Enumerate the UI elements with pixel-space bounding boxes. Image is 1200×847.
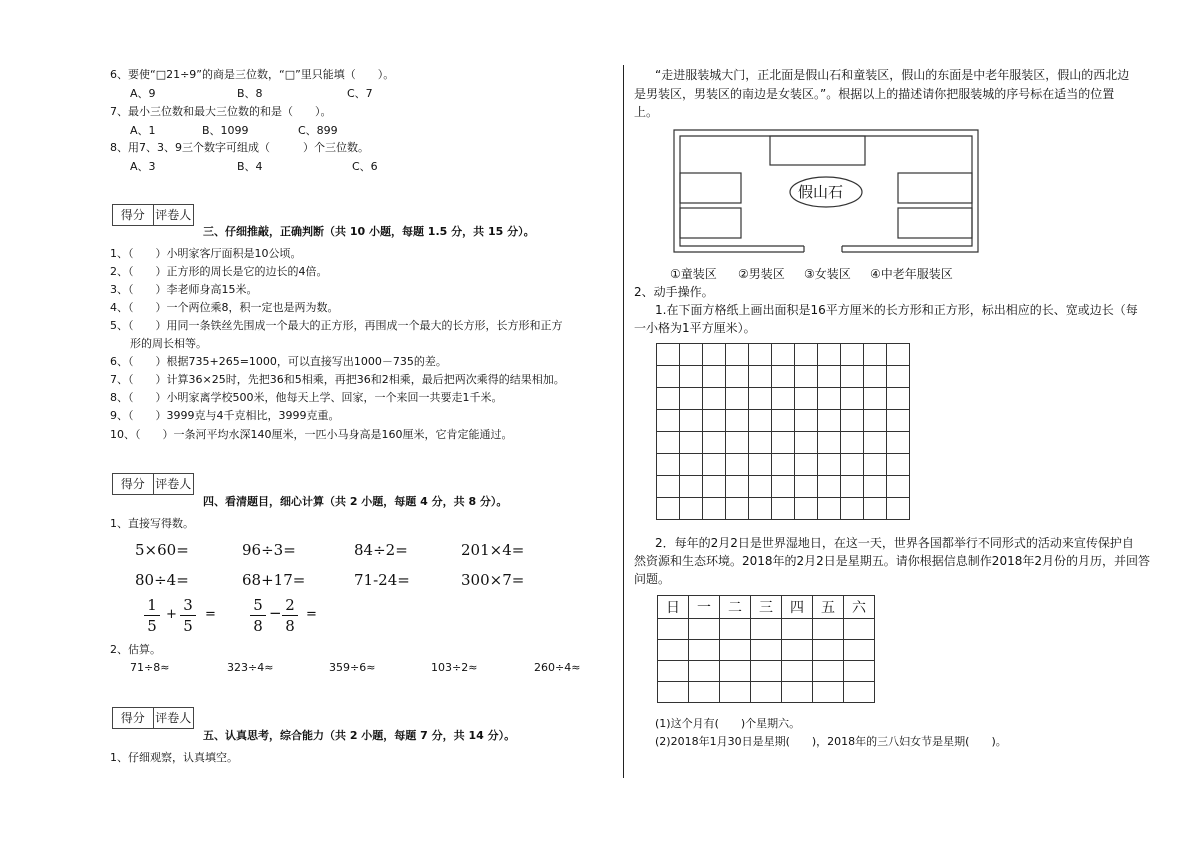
calendar-day-cell[interactable] xyxy=(689,640,720,661)
op2-line-2: 然资源和生态环境。2018年的2月2日是星期五。请你根据信息制作2018年2月份的月历，并回答 xyxy=(634,554,1150,568)
grid-cell[interactable] xyxy=(703,432,726,454)
grid-cell[interactable] xyxy=(841,498,864,520)
grid-row xyxy=(657,388,910,410)
weekday-header: 四 xyxy=(782,596,813,619)
grid-cell[interactable] xyxy=(726,454,749,476)
calendar-day-cell[interactable] xyxy=(782,640,813,661)
numerator: 3 xyxy=(183,596,193,614)
calc-item: 84÷2= xyxy=(354,541,408,559)
calendar-week-row xyxy=(658,619,875,640)
calc-item: 201×4= xyxy=(461,541,525,559)
calendar-day-cell[interactable] xyxy=(782,682,813,703)
grid-cell[interactable] xyxy=(841,454,864,476)
grid-row xyxy=(657,432,910,454)
calendar-day-cell[interactable] xyxy=(658,682,689,703)
judge-item-2: 2、（ ）正方形的周长是它的边长的4倍。 xyxy=(110,265,328,278)
grid-cell[interactable] xyxy=(749,366,772,388)
grid-cell[interactable] xyxy=(772,388,795,410)
grid-cell[interactable] xyxy=(818,454,841,476)
judge-item-1: 1、（ ）小明家客厅面积是10公顷。 xyxy=(110,247,302,260)
calendar-day-cell[interactable] xyxy=(720,640,751,661)
grid-cell[interactable] xyxy=(841,432,864,454)
weekday-header: 六 xyxy=(844,596,875,619)
calendar-day-cell[interactable] xyxy=(813,640,844,661)
calendar-day-cell[interactable] xyxy=(782,619,813,640)
fraction xyxy=(180,596,196,635)
denominator: 5 xyxy=(183,617,193,635)
grid-cell[interactable] xyxy=(772,410,795,432)
grid-cell[interactable] xyxy=(795,454,818,476)
op2-line-1: 2．每年的2月2日是世界湿地日，在这一天，世界各国都举行不同形式的活动来宣传保护自 xyxy=(655,536,1134,550)
grid-cell[interactable] xyxy=(680,454,703,476)
legend-women: ③女装区 xyxy=(804,267,851,281)
calendar-week-row xyxy=(658,682,875,703)
q7-option-c: C、899 xyxy=(298,124,338,137)
grid-cell[interactable] xyxy=(680,432,703,454)
calendar-day-cell[interactable] xyxy=(658,619,689,640)
grid-cell[interactable] xyxy=(703,454,726,476)
intro-line-1: “走进服装城大门，正北面是假山石和童装区，假山的东面是中老年服装区，假山的西北边 xyxy=(655,68,1130,82)
operator: + xyxy=(166,607,177,622)
grid-cell[interactable] xyxy=(657,388,680,410)
calendar-day-cell[interactable] xyxy=(720,682,751,703)
grid-cell[interactable] xyxy=(795,498,818,520)
calc-item: 71-24= xyxy=(354,571,410,589)
estimate-item: 359÷6≈ xyxy=(329,661,376,674)
calendar-day-cell[interactable] xyxy=(844,682,875,703)
grid-cell[interactable] xyxy=(680,388,703,410)
score-box-sec3 xyxy=(112,204,194,226)
calendar-week-row xyxy=(658,661,875,682)
grid-cell[interactable] xyxy=(657,498,680,520)
calendar-day-cell[interactable] xyxy=(813,661,844,682)
grid-cell[interactable] xyxy=(818,366,841,388)
q8-option-a: A、3 xyxy=(130,160,156,173)
estimate-item: 103÷2≈ xyxy=(431,661,478,674)
rock-label: 假山石 xyxy=(798,183,844,201)
judge-item-9: 9、（ ）3999克与4千克相比，3999克重。 xyxy=(110,409,340,422)
q6-option-a: A、9 xyxy=(130,87,156,100)
calendar-day-cell[interactable] xyxy=(658,640,689,661)
grid-cell[interactable] xyxy=(887,410,910,432)
grid-cell[interactable] xyxy=(657,344,680,366)
grid-cell[interactable] xyxy=(680,476,703,498)
grid-cell[interactable] xyxy=(887,366,910,388)
grid-cell[interactable] xyxy=(864,498,887,520)
grid-cell[interactable] xyxy=(818,432,841,454)
grid-cell[interactable] xyxy=(680,344,703,366)
grid-cell[interactable] xyxy=(818,498,841,520)
grid-cell[interactable] xyxy=(818,388,841,410)
estimate-item: 71÷8≈ xyxy=(130,661,170,674)
equals-sign: = xyxy=(306,607,317,622)
section-3-title: 三、仔细推敲，正确判断（共 10 小题，每题 1.5 分，共 15 分）。 xyxy=(203,225,535,238)
op1-line-1: 1.在下面方格纸上画出面积是16平方厘米的长方形和正方形，标出相应的长、宽或边长（每 xyxy=(655,303,1138,317)
legend-men: ②男装区 xyxy=(738,267,785,281)
weekday-header: 五 xyxy=(813,596,844,619)
calendar-day-cell[interactable] xyxy=(689,661,720,682)
grid-cell[interactable] xyxy=(772,366,795,388)
grid-cell[interactable] xyxy=(657,476,680,498)
grid-cell[interactable] xyxy=(841,366,864,388)
judge-item-3: 3、（ ）李老师身高15米。 xyxy=(110,283,258,296)
numerator: 2 xyxy=(285,596,295,614)
legend-elderly: ④中老年服装区 xyxy=(870,267,953,281)
grid-cell[interactable] xyxy=(657,432,680,454)
calendar-day-cell[interactable] xyxy=(844,640,875,661)
judge-item-7: 7、（ ）计算36×25时，先把36和5相乘，再把36和2相乘，最后把两次乘得的结果相加。 xyxy=(110,373,565,386)
calendar-day-cell[interactable] xyxy=(751,682,782,703)
question-6: 6、要使“□21÷9”的商是三位数，“□”里只能填（ ）。 xyxy=(110,68,395,81)
fraction xyxy=(250,596,266,635)
grid-cell[interactable] xyxy=(749,476,772,498)
calendar-day-cell[interactable] xyxy=(751,619,782,640)
grid-cell[interactable] xyxy=(749,344,772,366)
grid-cell[interactable] xyxy=(703,366,726,388)
score-box-sec4 xyxy=(112,473,194,495)
grid-cell[interactable] xyxy=(887,344,910,366)
judge-item-5: 5、（ ）用同一条铁丝先围成一个最大的正方形，再围成一个最大的长方形，长方形和正方 xyxy=(110,319,563,332)
grid-cell[interactable] xyxy=(864,410,887,432)
q8-option-c: C、6 xyxy=(352,160,378,173)
numerator: 5 xyxy=(253,596,263,614)
grid-cell[interactable] xyxy=(841,388,864,410)
grid-cell[interactable] xyxy=(657,410,680,432)
fraction xyxy=(282,596,298,635)
calendar-day-cell[interactable] xyxy=(720,619,751,640)
grid-row xyxy=(657,498,910,520)
fraction xyxy=(144,596,160,635)
judge-item-10: 10、（ ）一条河平均水深140厘米，一匹小马身高是160厘米，它肯定能通过。 xyxy=(110,428,513,441)
calendar-table[interactable] xyxy=(657,595,875,703)
grid-cell[interactable] xyxy=(726,366,749,388)
grid-cell[interactable] xyxy=(772,344,795,366)
grid-cell[interactable] xyxy=(680,410,703,432)
reviewer-label: 评卷人 xyxy=(153,708,194,728)
equals-sign: = xyxy=(205,607,216,622)
calendar-day-cell[interactable] xyxy=(844,619,875,640)
intro-line-2: 是男装区，男装区的南边是女装区。”。根据以上的描述请你把服装城的序号标在适当的位置 xyxy=(634,87,1115,101)
grid-row xyxy=(657,476,910,498)
grid-cell[interactable] xyxy=(864,344,887,366)
q8-option-b: B、4 xyxy=(237,160,263,173)
grid-cell[interactable] xyxy=(795,344,818,366)
grid-cell[interactable] xyxy=(749,498,772,520)
op2-line-3: 问题。 xyxy=(634,572,671,586)
operation-title: 2、动手操作。 xyxy=(634,285,714,299)
op1-line-2: 一小格为1平方厘米）。 xyxy=(634,321,756,335)
grid-cell[interactable] xyxy=(864,388,887,410)
calendar-day-cell[interactable] xyxy=(689,619,720,640)
q6-option-b: B、8 xyxy=(237,87,263,100)
calendar-day-cell[interactable] xyxy=(720,661,751,682)
calc-q2-label: 2、估算。 xyxy=(110,643,161,656)
grid-cell[interactable] xyxy=(726,498,749,520)
grid-cell[interactable] xyxy=(657,366,680,388)
score-label: 得分 xyxy=(120,477,145,491)
estimate-item: 260÷4≈ xyxy=(534,661,581,674)
grid-cell[interactable] xyxy=(703,476,726,498)
calendar-day-cell[interactable] xyxy=(751,640,782,661)
calendar-q2: (2)2018年1月30日是星期( )，2018年的三八妇女节是星期( )。 xyxy=(655,735,1007,748)
grid-cell[interactable] xyxy=(703,344,726,366)
column-divider xyxy=(623,65,624,778)
grid-row xyxy=(657,344,910,366)
grid-row xyxy=(657,366,910,388)
q6-option-c: C、7 xyxy=(347,87,373,100)
judge-item-5-cont: 形的周长相等。 xyxy=(130,337,207,350)
calc-item: 68+17= xyxy=(242,571,306,589)
grid-cell[interactable] xyxy=(841,410,864,432)
calendar-day-cell[interactable] xyxy=(689,682,720,703)
grid-cell[interactable] xyxy=(818,344,841,366)
grid-cell[interactable] xyxy=(749,410,772,432)
grid-cell[interactable] xyxy=(772,432,795,454)
grid-cell[interactable] xyxy=(703,498,726,520)
denominator: 8 xyxy=(253,617,263,635)
grid-cell[interactable] xyxy=(772,498,795,520)
score-box-sec5 xyxy=(112,707,194,729)
numerator: 1 xyxy=(147,596,157,614)
grid-cell[interactable] xyxy=(772,476,795,498)
grid-cell[interactable] xyxy=(795,366,818,388)
grid-cell[interactable] xyxy=(726,432,749,454)
calendar-week-row xyxy=(658,640,875,661)
grid-cell[interactable] xyxy=(887,498,910,520)
grid-cell[interactable] xyxy=(841,476,864,498)
grid-cell[interactable] xyxy=(841,344,864,366)
grid-cell[interactable] xyxy=(887,476,910,498)
grid-cell[interactable] xyxy=(749,432,772,454)
denominator: 5 xyxy=(147,617,157,635)
calc-q1-label: 1、直接写得数。 xyxy=(110,517,194,530)
score-label: 得分 xyxy=(120,208,145,222)
calc-item: 96÷3= xyxy=(242,541,296,559)
grid-cell[interactable] xyxy=(864,476,887,498)
calc-item: 80÷4= xyxy=(135,571,189,589)
grid-cell[interactable] xyxy=(703,388,726,410)
grid-cell[interactable] xyxy=(749,454,772,476)
legend-kids: ①童装区 xyxy=(670,267,717,281)
grid-cell[interactable] xyxy=(703,410,726,432)
grid-cell[interactable] xyxy=(818,476,841,498)
grid-cell[interactable] xyxy=(680,498,703,520)
grid-cell[interactable] xyxy=(887,454,910,476)
grid-cell[interactable] xyxy=(657,454,680,476)
grid-cell[interactable] xyxy=(795,476,818,498)
weekday-header: 一 xyxy=(689,596,720,619)
calendar-day-cell[interactable] xyxy=(844,661,875,682)
calendar-header-row xyxy=(658,596,875,619)
weekday-header: 日 xyxy=(658,596,689,619)
judge-item-6: 6、（ ）根据735+265=1000，可以直接写出1000－735的差。 xyxy=(110,355,447,368)
grid-cell[interactable] xyxy=(795,388,818,410)
judge-item-4: 4、（ ）一个两位乘8，积一定也是两为数。 xyxy=(110,301,339,314)
section-4-title: 四、看清题目，细心计算（共 2 小题，每题 4 分，共 8 分）。 xyxy=(203,495,508,508)
denominator: 8 xyxy=(285,617,295,635)
grid-cell[interactable] xyxy=(864,366,887,388)
grid-cell[interactable] xyxy=(726,410,749,432)
intro-line-3: 上。 xyxy=(634,105,659,119)
score-label: 得分 xyxy=(120,711,145,725)
grid-cell[interactable] xyxy=(726,388,749,410)
sec5-q1: 1、仔细观察，认真填空。 xyxy=(110,751,238,764)
judge-item-8: 8、（ ）小明家离学校500米，他每天上学、回家，一个来回一共要走1千米。 xyxy=(110,391,503,404)
calendar-day-cell[interactable] xyxy=(813,619,844,640)
grid-cell[interactable] xyxy=(795,432,818,454)
grid-cell[interactable] xyxy=(887,432,910,454)
grid-paper[interactable] xyxy=(656,343,910,520)
grid-cell[interactable] xyxy=(864,432,887,454)
q7-option-b: B、1099 xyxy=(202,124,249,137)
calc-item: 5×60= xyxy=(135,541,189,559)
grid-cell[interactable] xyxy=(887,388,910,410)
calc-item: 300×7= xyxy=(461,571,525,589)
grid-cell[interactable] xyxy=(864,454,887,476)
section-5-title: 五、认真思考，综合能力（共 2 小题，每题 7 分，共 14 分）。 xyxy=(203,729,516,742)
estimate-item: 323÷4≈ xyxy=(227,661,274,674)
q7-option-a: A、1 xyxy=(130,124,156,137)
grid-cell[interactable] xyxy=(772,454,795,476)
reviewer-label: 评卷人 xyxy=(153,474,194,494)
grid-cell[interactable] xyxy=(726,476,749,498)
grid-cell[interactable] xyxy=(795,410,818,432)
weekday-header: 二 xyxy=(720,596,751,619)
grid-cell[interactable] xyxy=(680,366,703,388)
calendar-day-cell[interactable] xyxy=(813,682,844,703)
calendar-q1: (1)这个月有( )个星期六。 xyxy=(655,717,801,730)
question-7: 7、最小三位数和最大三位数的和是（ ）。 xyxy=(110,105,332,118)
operator: − xyxy=(269,604,282,622)
reviewer-label: 评卷人 xyxy=(153,205,194,225)
grid-cell[interactable] xyxy=(726,344,749,366)
calendar-day-cell[interactable] xyxy=(658,661,689,682)
calendar-day-cell[interactable] xyxy=(782,661,813,682)
grid-cell[interactable] xyxy=(749,388,772,410)
question-8: 8、用7、3、9三个数字可组成（ ）个三位数。 xyxy=(110,141,369,154)
calendar-day-cell[interactable] xyxy=(751,661,782,682)
grid-row xyxy=(657,410,910,432)
weekday-header: 三 xyxy=(751,596,782,619)
grid-cell[interactable] xyxy=(818,410,841,432)
grid-row xyxy=(657,454,910,476)
